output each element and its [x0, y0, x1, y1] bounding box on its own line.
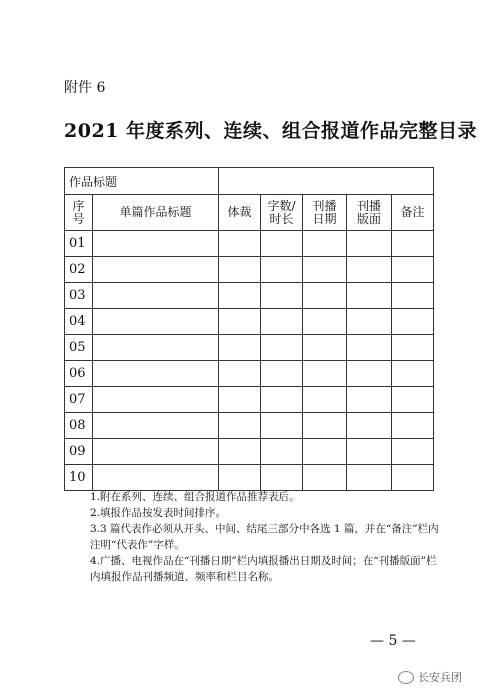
table-cell: [392, 465, 434, 491]
table-cell: [261, 361, 303, 387]
table-cell: [261, 257, 303, 283]
table-cell: [261, 439, 303, 465]
table-row: [65, 361, 434, 387]
table-cell: [392, 231, 434, 257]
table-cell: [392, 439, 434, 465]
table-cell: [219, 439, 261, 465]
table-cell: [93, 413, 219, 439]
table-cell: [219, 257, 261, 283]
table-cell: [93, 257, 219, 283]
document-title: 2021 年度系列、连续、组合报道作品完整目录: [64, 120, 477, 142]
table-cell: [303, 387, 347, 413]
table-cell: [347, 335, 392, 361]
row-number: 06: [65, 361, 93, 387]
table-cell: [261, 283, 303, 309]
table-cell: [219, 413, 261, 439]
table-cell: [347, 257, 392, 283]
row-number: 07: [65, 387, 93, 413]
table-row: [65, 439, 434, 465]
table-row: [65, 231, 434, 257]
table-row: [65, 413, 434, 439]
row-number: 01: [65, 231, 93, 257]
table-cell: [261, 309, 303, 335]
table-row: [65, 335, 434, 361]
table-cell: [261, 387, 303, 413]
row-number: 09: [65, 439, 93, 465]
table-cell: [93, 283, 219, 309]
table-cell: [392, 283, 434, 309]
table-cell: [347, 361, 392, 387]
table-cell: [219, 283, 261, 309]
table-cell: [347, 283, 392, 309]
table-row: [65, 283, 434, 309]
table-row: [65, 465, 434, 491]
header-cell: [261, 195, 303, 231]
table-row: [65, 387, 434, 413]
watermark: [398, 669, 462, 685]
page-number: — 5 —: [370, 633, 416, 649]
table-cell: [219, 309, 261, 335]
work-title-value: [219, 168, 434, 195]
header-cell-line: 字数/: [267, 198, 296, 213]
header-cell-line: 刊播: [357, 198, 382, 213]
note-item: 4.广播、电视作品在“刊播日期”栏内填报播出日期及时间；在“刊播版面”栏内填报作品刊播频道、频率和栏目名称。: [90, 555, 437, 583]
row-number: 08: [65, 413, 93, 439]
row-number: 03: [65, 283, 93, 309]
row-number: 05: [65, 335, 93, 361]
table-cell: [347, 465, 392, 491]
table-cell: [219, 335, 261, 361]
table-cell: [93, 465, 219, 491]
table-cell: [392, 413, 434, 439]
table-cell: [93, 231, 219, 257]
header-cell-line: 单篇作品标题: [119, 205, 192, 219]
note-item: 3.3 篇代表作必须从开头、中间、结尾三部分中各选 1 篇，并在“备注”栏内注明“代表作”字样。: [90, 523, 439, 551]
table-cell: [261, 335, 303, 361]
table-cell: [219, 361, 261, 387]
header-cell: [219, 195, 261, 231]
table-cell: [93, 387, 219, 413]
table-row: [65, 309, 434, 335]
table-cell: [303, 465, 347, 491]
data-rows: [65, 231, 434, 491]
table-cell: [303, 257, 347, 283]
watermark-text: 长安兵团: [418, 671, 462, 684]
row-number: 10: [65, 465, 93, 491]
catalog-table: [64, 167, 434, 491]
table-cell: [303, 413, 347, 439]
table-cell: [347, 231, 392, 257]
table-cell: [347, 309, 392, 335]
table-cell: [93, 335, 219, 361]
note-item: 2.填报作品按发表时间排序。: [90, 507, 227, 519]
table-cell: [303, 283, 347, 309]
table-cell: [303, 231, 347, 257]
header-cell-line: 备注: [400, 205, 425, 219]
header-cell-line: 号: [72, 211, 85, 226]
table-row: [65, 257, 434, 283]
table-cell: [303, 439, 347, 465]
note-item: 1.附在系列、连续、组合报道作品推荐表后。: [90, 491, 300, 503]
table-cell: [219, 465, 261, 491]
header-cell: [303, 195, 347, 231]
header-cell-line: 版面: [357, 211, 382, 226]
table-cell: [392, 335, 434, 361]
table-cell: [303, 309, 347, 335]
header-cell-line: 序: [72, 198, 85, 213]
table-cell: [347, 387, 392, 413]
table-cell: [261, 231, 303, 257]
row-number: 04: [65, 309, 93, 335]
header-cell-line: 体裁: [227, 205, 252, 219]
header-cell: [392, 195, 434, 231]
table-cell: [392, 309, 434, 335]
header-cell-line: 时长: [269, 211, 294, 226]
table-cell: [93, 439, 219, 465]
table-cell: [219, 387, 261, 413]
header-cell-line: 日期: [312, 211, 337, 226]
header-cell-line: 刊播: [312, 198, 337, 213]
attachment-label: 附件 6: [64, 80, 106, 96]
table-cell: [261, 465, 303, 491]
header-row: [65, 195, 434, 231]
table-cell: [261, 413, 303, 439]
row-number: 02: [65, 257, 93, 283]
table-cell: [219, 231, 261, 257]
header-cell: [93, 195, 219, 231]
notes: [90, 489, 440, 585]
wechat-icon: [398, 671, 414, 684]
table-cell: [93, 309, 219, 335]
table-cell: [93, 361, 219, 387]
table-cell: [392, 387, 434, 413]
work-title-label: 作品标题: [65, 168, 219, 195]
title-row: [65, 168, 434, 195]
table-cell: [347, 413, 392, 439]
table-cell: [347, 439, 392, 465]
table-cell: [392, 361, 434, 387]
table-cell: [303, 361, 347, 387]
table-cell: [392, 257, 434, 283]
header-cell: [347, 195, 392, 231]
table-cell: [303, 335, 347, 361]
header-cell: [65, 195, 93, 231]
